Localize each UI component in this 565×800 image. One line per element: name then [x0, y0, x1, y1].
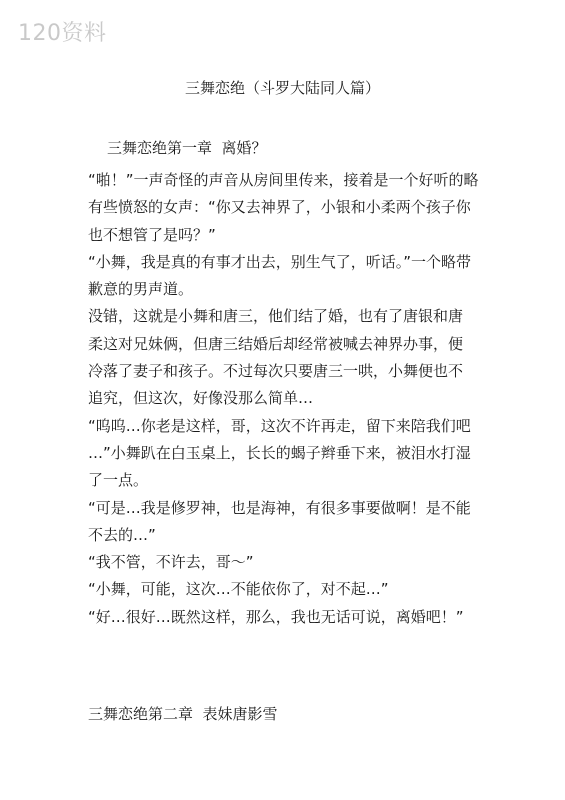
text-line: …”小舞趴在白玉桌上，长长的蝎子辫垂下来，被泪水打湿 — [88, 443, 471, 462]
text-line: 追究，但这次，好像没那么简单… — [88, 389, 314, 408]
chapter-1-heading: 三舞恋绝第一章 离婚？ — [107, 139, 267, 157]
text-line: 不去的…” — [88, 525, 156, 544]
text-line: 冷落了妻子和孩子。不过每次只要唐三一哄，小舞便也不 — [88, 362, 464, 381]
text-line: “可是…我是修罗神，也是海神，有很多事要做啊！是不能 — [88, 498, 471, 517]
chapter-2-heading: 三舞恋绝第二章 表妹唐影雪 — [88, 705, 278, 723]
text-line: “好…很好…既然这样，那么，我也无话可说，离婚吧！” — [88, 607, 464, 626]
chapter-1-body — [88, 167, 488, 631]
text-line: “呜呜…你老是这样，哥，这次不许再走，留下来陪我们吧 — [88, 416, 471, 435]
watermark: 120资料 — [18, 21, 107, 46]
text-line: 没错，这就是小舞和唐三，他们结了婚，也有了唐银和唐 — [88, 307, 464, 326]
text-line: 了一点。 — [88, 471, 149, 490]
text-line: “小舞，可能，这次…不能依你了，对不起…” — [88, 580, 389, 599]
text-line: “啪！”一声奇怪的声音从房间里传来，接着是一个好听的略 — [88, 171, 479, 189]
text-line: 有些愤怒的女声：“你又去神界了，小银和小柔两个孩子你 — [88, 198, 471, 217]
text-line: 柔这对兄妹俩，但唐三结婚后却经常被喊去神界办事，便 — [88, 334, 464, 353]
text-line: 歉意的男声道。 — [88, 280, 194, 299]
document-title: 三舞恋绝（斗罗大陆同人篇） — [184, 79, 380, 97]
text-line: 也不想管了是吗？” — [88, 225, 216, 244]
text-line: “我不管，不许去，哥～” — [88, 553, 254, 572]
text-line: “小舞，我是真的有事才出去，别生气了，听话。”一个略带 — [88, 252, 472, 271]
